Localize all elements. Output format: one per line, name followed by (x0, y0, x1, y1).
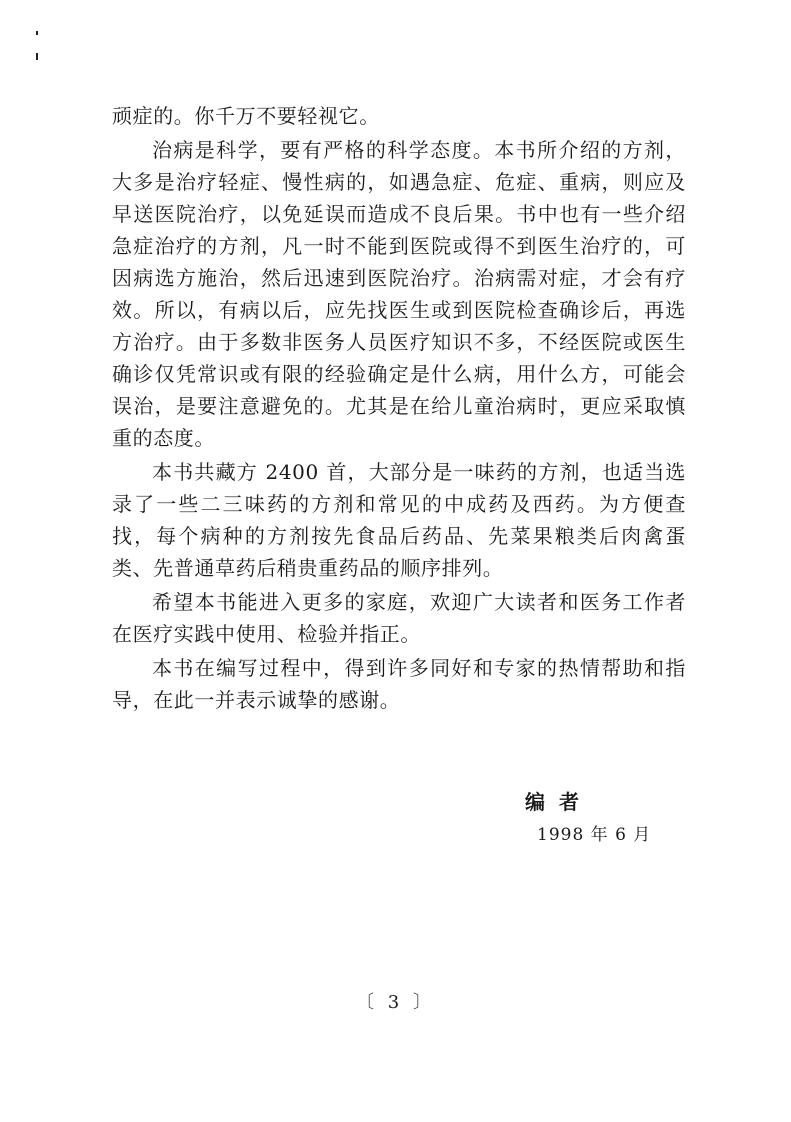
paragraph-thanks: 本书在编写过程中，得到许多同好和专家的热情帮助和指导，在此一并表示诚挚的感谢。 (112, 656, 686, 712)
scan-mark-bottom (36, 53, 38, 60)
page-number: 〔 3 〕 (356, 992, 435, 1013)
paragraph-book-contents: 本书共藏方 2400 首，大部分是一味药的方剂，也适当选录了一些二三味药的方剂和常见的中成药及西药。为方便查找，每个病种的方剂按先食品后药品、先菜果粮类后肉禽蛋类、先普通草药后稍贵重药品的顺序排列。 (112, 460, 686, 580)
paragraph-continuation: 顽症的。你千万不要轻视它。 (112, 104, 380, 128)
paragraph-hope: 希望本书能进入更多的家庭，欢迎广大读者和医务工作者在医疗实践中使用、检验并指正。 (112, 590, 686, 646)
scan-mark-top (36, 31, 38, 35)
signature-author: 编者 (525, 790, 593, 814)
signature-date: 1998 年 6 月 (537, 825, 652, 845)
paragraph-scientific-attitude: 治病是科学，要有严格的科学态度。本书所介绍的方剂，大多是治疗轻症、慢性病的，如遇急症、危症、重病，则应及早送医院治疗，以免延误而造成不良后果。书中也有一些介绍急症治疗的方剂，凡一时不能到医院或得不到医生治疗的，可因病选方施治，然后迅速到医院治疗。治病需对症，才会有疗效。所以，有病以后，应先找医生或到医院检查确诊后，再选方治疗。由于多数非医务人员医疗知识不多，不经医院或医生确诊仅凭常识或有限的经验确定是什么病，用什么方，可能会误治，是要注意避免的。尤其是在给儿童治病时，更应采取慎重的态度。 (112, 138, 686, 450)
preface-body (112, 100, 686, 718)
